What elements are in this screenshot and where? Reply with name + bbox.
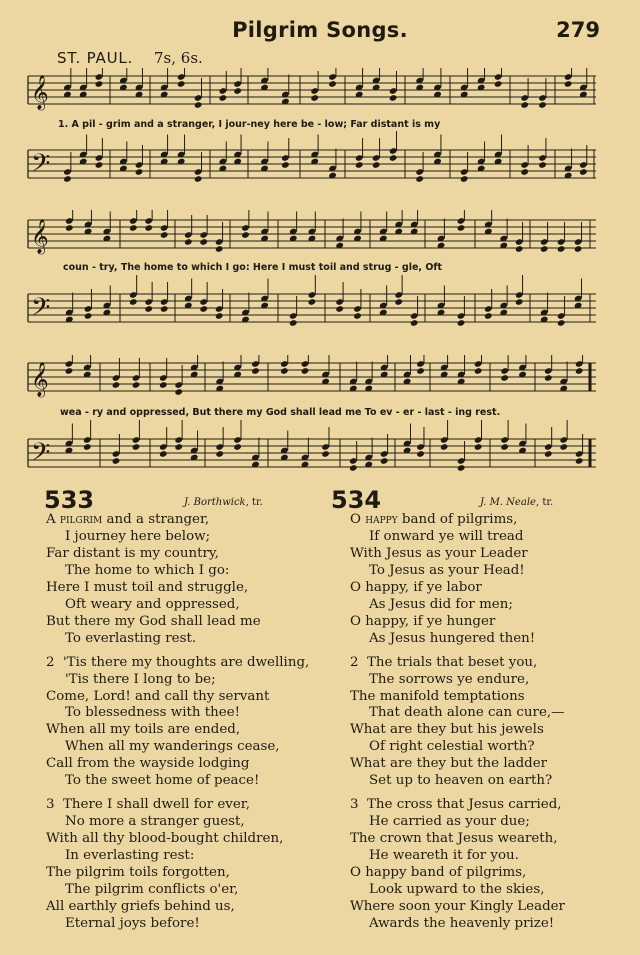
verse-number: 3	[46, 797, 55, 813]
verse-line: Awards the heavenly prize!	[369, 915, 555, 931]
first-word: O happy	[350, 512, 398, 527]
note-head	[233, 443, 242, 451]
verse-line: When all my wanderings cease,	[65, 739, 280, 755]
note-head	[540, 245, 549, 253]
music-lyric-line: 1. A pil - grim and a stranger, I jour-ney here be - low; Far distant is my	[58, 119, 441, 130]
verse-line: O happy, if ye hunger	[350, 613, 496, 629]
note-head	[544, 450, 553, 458]
note-head	[233, 87, 242, 95]
note-head	[520, 101, 529, 109]
note-head	[65, 224, 74, 232]
note-head	[199, 238, 208, 246]
note-head	[394, 298, 403, 306]
verse-line: That death alone can cure,—	[369, 705, 565, 721]
verse-line-text: The cross that Jesus carried,	[367, 797, 562, 813]
note-head	[500, 374, 509, 382]
note-head	[410, 319, 419, 327]
note-head	[132, 381, 141, 389]
note-head	[415, 175, 424, 183]
note-head	[144, 305, 153, 313]
note-head	[251, 367, 260, 375]
note-head	[301, 367, 310, 375]
note-head	[310, 94, 319, 102]
note-head	[575, 457, 584, 465]
music-system-3	[0, 355, 640, 483]
note-head	[557, 319, 566, 327]
verse-line: He weareth it for you.	[369, 848, 519, 864]
verse-line: 'Tis there I long to be;	[65, 671, 216, 687]
tune-name: ST. PAUL.	[57, 49, 134, 67]
first-word: A pilgrim	[46, 512, 103, 527]
author-suffix: tr.	[542, 497, 554, 508]
note-head	[416, 367, 425, 375]
note-head	[184, 238, 193, 246]
music-system-1	[0, 68, 640, 196]
note-head	[353, 312, 362, 320]
verse-line: What are they but the ladder	[350, 756, 548, 772]
clef-icon: 𝄢	[31, 149, 51, 184]
verse-line: Oft weary and oppressed,	[65, 596, 240, 612]
note-head	[215, 450, 224, 458]
verse-line: But there my God shall lead me	[46, 613, 261, 629]
music-lyric-line: coun - try, The home to which I go: Here I must toil and strug - gle, Oft	[63, 262, 443, 273]
verse-line: O happy band of pilgrims,	[350, 865, 527, 881]
note-head	[574, 245, 583, 253]
note-head	[335, 305, 344, 313]
verse-line-rest: band of pilgrims,	[397, 512, 518, 527]
verse-line: The sorrows ye endure,	[369, 671, 530, 687]
verse-line: Far distant is my country,	[46, 545, 219, 561]
note-head	[380, 457, 389, 465]
note-head	[389, 154, 398, 162]
note-head	[63, 175, 72, 183]
note-head	[129, 298, 138, 306]
verse-line: To the sweet home of peace!	[65, 773, 260, 789]
clef-icon: 𝄞	[31, 75, 49, 110]
verse-line: To blessedness with thee!	[65, 705, 241, 721]
verse-line: As Jesus did for men;	[369, 596, 513, 612]
note-head	[557, 245, 566, 253]
note-head	[160, 231, 169, 239]
verse-line	[46, 655, 309, 672]
verse-line-text: 'Tis there my thoughts are dwelling,	[63, 654, 310, 670]
note-head	[65, 367, 74, 375]
note-head	[194, 175, 203, 183]
note-head	[219, 94, 228, 102]
note-head	[474, 367, 483, 375]
note-head	[372, 161, 381, 169]
verse-line: Of right celestial worth?	[369, 739, 535, 755]
note-head	[520, 168, 529, 176]
note-head	[355, 161, 364, 169]
note-head	[308, 298, 317, 306]
verse-line: If onward ye will tread	[369, 528, 524, 544]
page-title: Pilgrim Songs.	[232, 18, 408, 42]
note-head	[575, 367, 584, 375]
verse-line: With Jesus as your Leader	[350, 545, 528, 561]
note-head	[135, 168, 144, 176]
verse-line: To everlasting rest.	[65, 630, 197, 646]
music-staff	[28, 210, 596, 255]
note-head	[174, 388, 183, 396]
verse-line	[350, 797, 565, 814]
verse-line: He carried as your due;	[369, 814, 530, 830]
clef-icon: 𝄢	[31, 293, 51, 328]
note-head	[215, 245, 224, 253]
verse-line	[46, 512, 309, 529]
note-head	[159, 450, 168, 458]
note-head	[132, 443, 141, 451]
verse-line: The crown that Jesus weareth,	[350, 831, 558, 847]
note-head	[349, 464, 358, 472]
music-staff	[28, 420, 596, 473]
verse-line	[46, 797, 309, 814]
author-suffix: tr.	[251, 497, 263, 508]
author-name: J. M. Neale,	[480, 497, 540, 508]
verse-line: Where soon your Kingly Leader	[350, 898, 565, 914]
note-head	[538, 161, 547, 169]
note-head	[159, 381, 168, 389]
note-head	[457, 224, 466, 232]
verse-number: 2	[46, 654, 55, 670]
music-staff	[28, 275, 596, 328]
clef-icon: 𝄢	[31, 438, 51, 473]
note-head	[241, 231, 250, 239]
music-lyric-line: wea - ry and oppressed, But there my God shall lead me To ev - er - last - ing rest.	[60, 407, 501, 418]
note-head	[84, 312, 93, 320]
verse-line: Set up to heaven on earth?	[369, 773, 553, 789]
note-head	[564, 80, 573, 88]
hymn-author	[184, 497, 263, 508]
note-head	[460, 175, 469, 183]
note-head	[95, 161, 104, 169]
note-head	[129, 224, 138, 232]
note-head	[457, 319, 466, 327]
note-head	[544, 374, 553, 382]
note-head	[515, 245, 524, 253]
note-head	[194, 101, 203, 109]
verse-line: Come, Lord! and call thy servant	[46, 688, 270, 704]
note-head	[160, 305, 169, 313]
note-head	[579, 168, 588, 176]
note-head	[328, 80, 337, 88]
note-head	[440, 443, 449, 451]
note-head	[389, 94, 398, 102]
note-head	[474, 443, 483, 451]
music-staff	[28, 68, 596, 111]
verse-line: O happy, if ye labor	[350, 579, 482, 595]
note-head	[515, 298, 524, 306]
note-head	[289, 319, 298, 327]
note-head	[174, 443, 183, 451]
verse-line: As Jesus hungered then!	[369, 630, 536, 646]
note-head	[144, 224, 153, 232]
tune-meter: 7s, 6s.	[154, 49, 203, 67]
verse-line: All earthly griefs behind us,	[46, 898, 235, 914]
music-system-2	[0, 210, 640, 338]
verse-line	[350, 512, 565, 529]
note-head	[112, 381, 121, 389]
verse-line: The pilgrim conflicts o'er,	[65, 882, 239, 898]
verse-line: Call from the wayside lodging	[46, 756, 250, 772]
hymn-533-text	[46, 512, 309, 933]
note-head	[457, 464, 466, 472]
note-head	[83, 443, 92, 451]
verse-line: The manifold temptations	[350, 688, 525, 704]
verse-line: With all thy blood-bought children,	[46, 831, 284, 847]
hymn-534-text	[350, 512, 565, 933]
note-head	[177, 80, 186, 88]
verse-line: Here I must toil and struggle,	[46, 579, 249, 595]
note-head	[538, 101, 547, 109]
verse-line: To Jesus as your Head!	[369, 562, 525, 578]
verse-line: When all my toils are ended,	[46, 722, 241, 738]
verse-line: Look upward to the skies,	[369, 882, 545, 898]
verse-line: No more a stranger guest,	[65, 814, 245, 830]
note-head	[416, 450, 425, 458]
note-head	[500, 443, 509, 451]
note-head	[95, 80, 104, 88]
clef-icon: 𝄞	[31, 362, 49, 397]
verse-line-text: The trials that beset you,	[367, 654, 538, 670]
author-name: J. Borthwick,	[184, 497, 249, 508]
note-head	[494, 80, 503, 88]
verse-number: 3	[350, 797, 359, 813]
note-head	[321, 450, 330, 458]
clef-icon: 𝄞	[31, 219, 49, 254]
verse-line: I journey here below;	[65, 528, 211, 544]
verse-line-rest: and a stranger,	[102, 512, 210, 527]
note-head	[280, 367, 289, 375]
verse-line	[350, 655, 565, 672]
verse-line-text: There I shall dwell for ever,	[63, 797, 250, 813]
page-number: 279	[556, 18, 600, 42]
music-staff	[28, 131, 596, 184]
verse-line: The pilgrim toils forgotten,	[46, 865, 230, 881]
note-head	[199, 305, 208, 313]
verse-line: The home to which I go:	[65, 562, 230, 578]
note-head	[559, 443, 568, 451]
hymn-number: 533	[44, 486, 95, 514]
note-head	[215, 312, 224, 320]
verse-line: In everlasting rest:	[65, 848, 195, 864]
verse-line: Eternal joys before!	[65, 915, 200, 931]
hymn-author	[480, 497, 553, 508]
verse-number: 2	[350, 654, 359, 670]
verse-line: What are they but his jewels	[350, 722, 544, 738]
music-staff	[28, 355, 596, 398]
note-head	[484, 312, 493, 320]
hymn-number: 534	[331, 486, 382, 514]
note-head	[112, 457, 121, 465]
note-head	[281, 161, 290, 169]
